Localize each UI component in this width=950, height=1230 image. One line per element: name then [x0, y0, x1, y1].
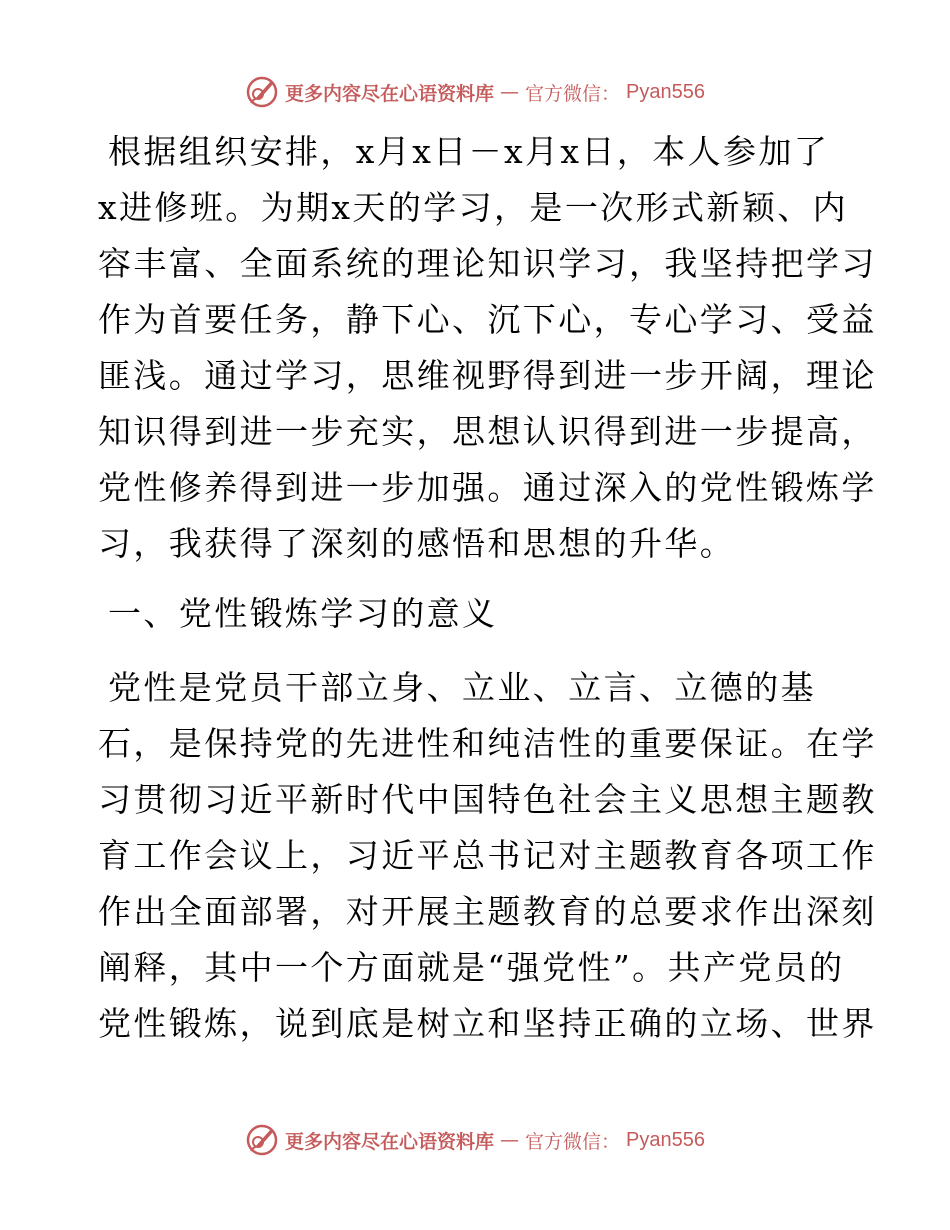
paragraph-line: 根据组织安排，x月x日－x月x日，本人参加了: [108, 132, 830, 171]
paragraph-2: [98, 660, 877, 1052]
paragraph-line: 匪浅。通过学习，思维视野得到进一步开阔，理论: [98, 356, 877, 395]
paragraph-line: x进修班。为期x天的学习，是一次形式新颖、内: [98, 188, 849, 227]
banner-main-text: 更多内容尽在心语资料库: [285, 82, 495, 105]
document-body: [98, 124, 877, 1052]
banner-wechat-id: Pyan556: [626, 80, 705, 103]
paragraph-line: 习贯彻习近平新时代中国特色社会主义思想主题教: [98, 780, 877, 819]
banner-dash: —: [500, 81, 520, 103]
section-heading: 一、党性锻炼学习的意义: [108, 594, 498, 633]
paragraph-line: 党性是党员干部立身、立业、立言、立德的基: [108, 668, 816, 707]
banner-wechat-id: Pyan556: [626, 1128, 705, 1151]
paragraph-line: 党性修养得到进一步加强。通过深入的党性锻炼学: [98, 468, 877, 507]
paragraph-1: [98, 124, 877, 572]
paragraph-line: 容丰富、全面系统的理论知识学习，我坚持把学习: [98, 244, 877, 283]
banner-dash: —: [500, 1129, 520, 1151]
header-watermark-banner: [0, 72, 950, 112]
footer-watermark-banner: [0, 1120, 950, 1160]
paragraph-line: 作出全面部署，对开展主题教育的总要求作出深刻: [98, 892, 877, 931]
paragraph-line: 知识得到进一步充实，思想认识得到进一步提高，: [98, 412, 877, 451]
banner-wechat-label: 官方微信：: [525, 1130, 621, 1153]
paragraph-line: 育工作会议上，习近平总书记对主题教育各项工作: [98, 836, 877, 875]
paragraph-line: 党性锻炼，说到底是树立和坚持正确的立场、世界: [98, 1004, 877, 1043]
paragraph-line: 作为首要任务，静下心、沉下心，专心学习、受益: [98, 300, 877, 339]
banner-main-text: 更多内容尽在心语资料库: [285, 1130, 495, 1153]
paragraph-line: 石，是保持党的先进性和纯洁性的重要保证。在学: [98, 724, 877, 763]
banner-wechat-label: 官方微信：: [525, 82, 621, 105]
quill-pen-logo-icon: [245, 1123, 279, 1157]
quill-pen-logo-icon: [245, 75, 279, 109]
paragraph-line: 阐释，其中一个方面就是“强党性”。共产党员的: [98, 948, 845, 987]
paragraph-line: 习，我获得了深刻的感悟和思想的升华。: [98, 524, 736, 563]
